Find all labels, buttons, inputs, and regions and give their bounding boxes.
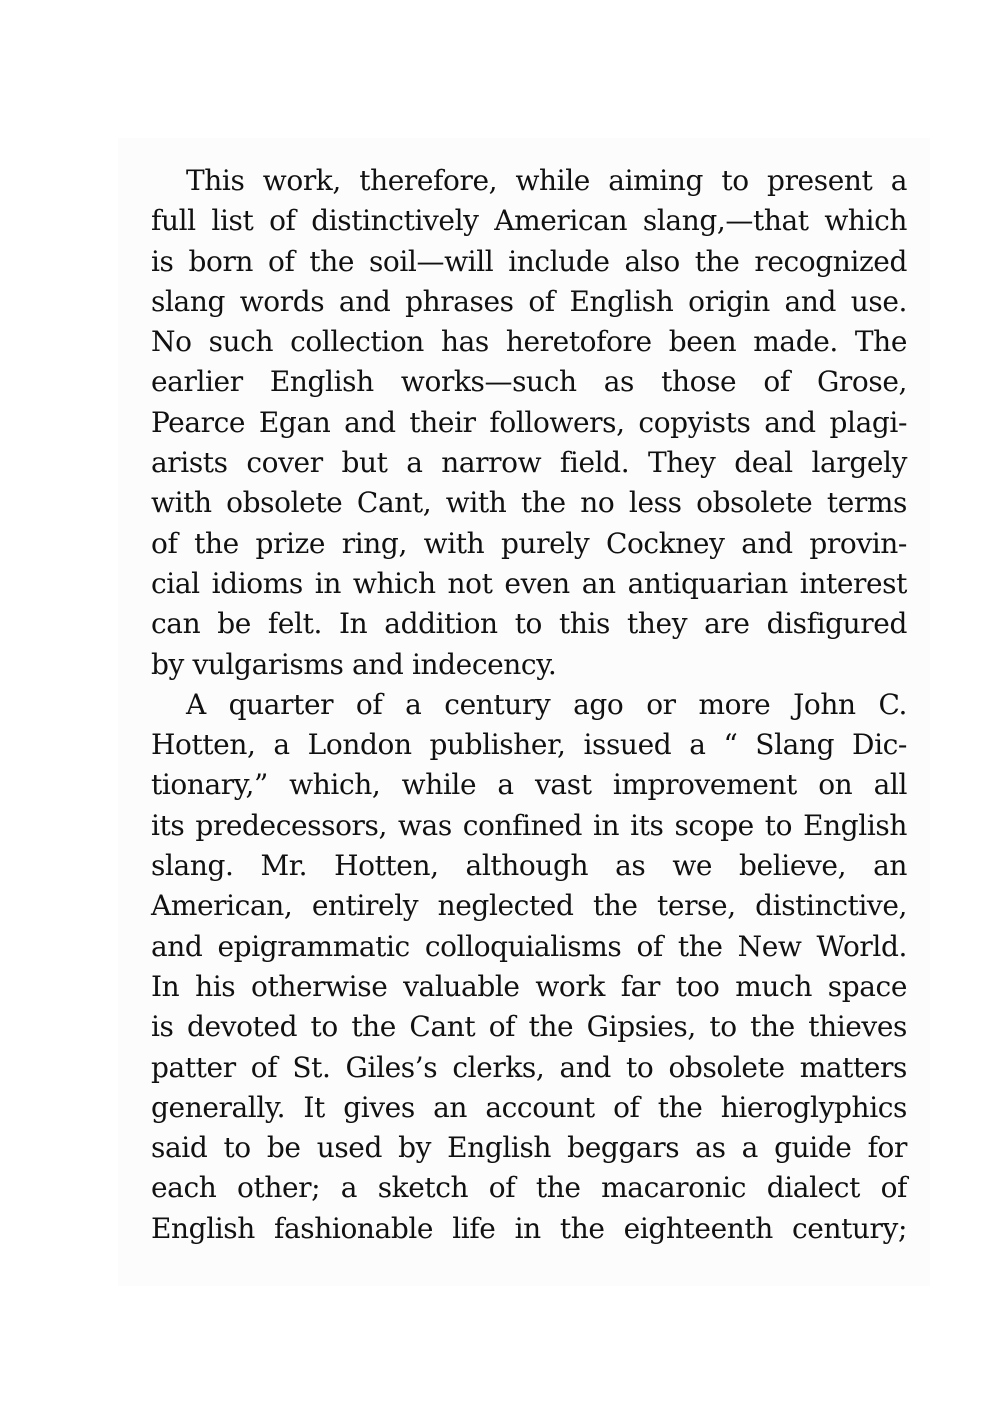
text-line: English fashionable life in the eighteenth century; [151,1211,907,1245]
text-line: its predecessors, was confined in its scope to English [151,808,907,842]
text-line: is devoted to the Cant of the Gipsies, to the thieves [151,1010,907,1044]
text-line: cial idioms in which not even an antiquarian interest [151,566,907,600]
text-line: A quarter of a century ago or more John C. [186,687,907,721]
text-line: each other; a sketch of the macaronic dialect of [151,1171,907,1205]
text-line: said to be used by English beggars as a guide for [151,1131,907,1165]
paragraph-1 [151,161,907,685]
text-line: This work, therefore, while aiming to present a [186,164,907,197]
text-line: is born of the soil—will include also the recognized [151,244,907,278]
text-line: generally. It gives an account of the hieroglyphics [151,1090,907,1124]
text-line: and epigrammatic colloquialisms of the New World. [151,929,907,963]
text-line: by vulgarisms and indecency. [151,647,557,681]
text-line: arists cover but a narrow field. They deal largely [151,446,907,480]
text-line: Pearce Egan and their followers, copyists and plagi- [151,405,907,439]
text-line: with obsolete Cant, with the no less obsolete terms [151,486,907,520]
text-line: In his otherwise valuable work far too much space [151,969,907,1003]
body-text [151,161,907,1249]
text-line: tionary,” which, while a vast improvement on all [151,768,907,802]
text-line: No such collection has heretofore been made. The [151,325,907,359]
text-line: patter of St. Giles’s clerks, and to obsolete matters [151,1050,907,1084]
text-line: slang. Mr. Hotten, although as we believe, an [151,849,907,883]
text-line: can be felt. In addition to this they are disfigured [151,607,907,641]
text-line: American, entirely neglected the terse, distinctive, [151,889,907,923]
text-line: of the prize ring, with purely Cockney and provin- [151,526,907,560]
text-line: Hotten, a London publisher, issued a “ Slang Dic- [151,728,907,762]
text-line: full list of distinctively American slang,—that which [151,204,907,238]
text-line: earlier English works—such as those of Grose, [151,365,907,399]
text-line: slang words and phrases of English origin and use. [151,284,907,318]
paragraph-2 [151,685,907,1249]
